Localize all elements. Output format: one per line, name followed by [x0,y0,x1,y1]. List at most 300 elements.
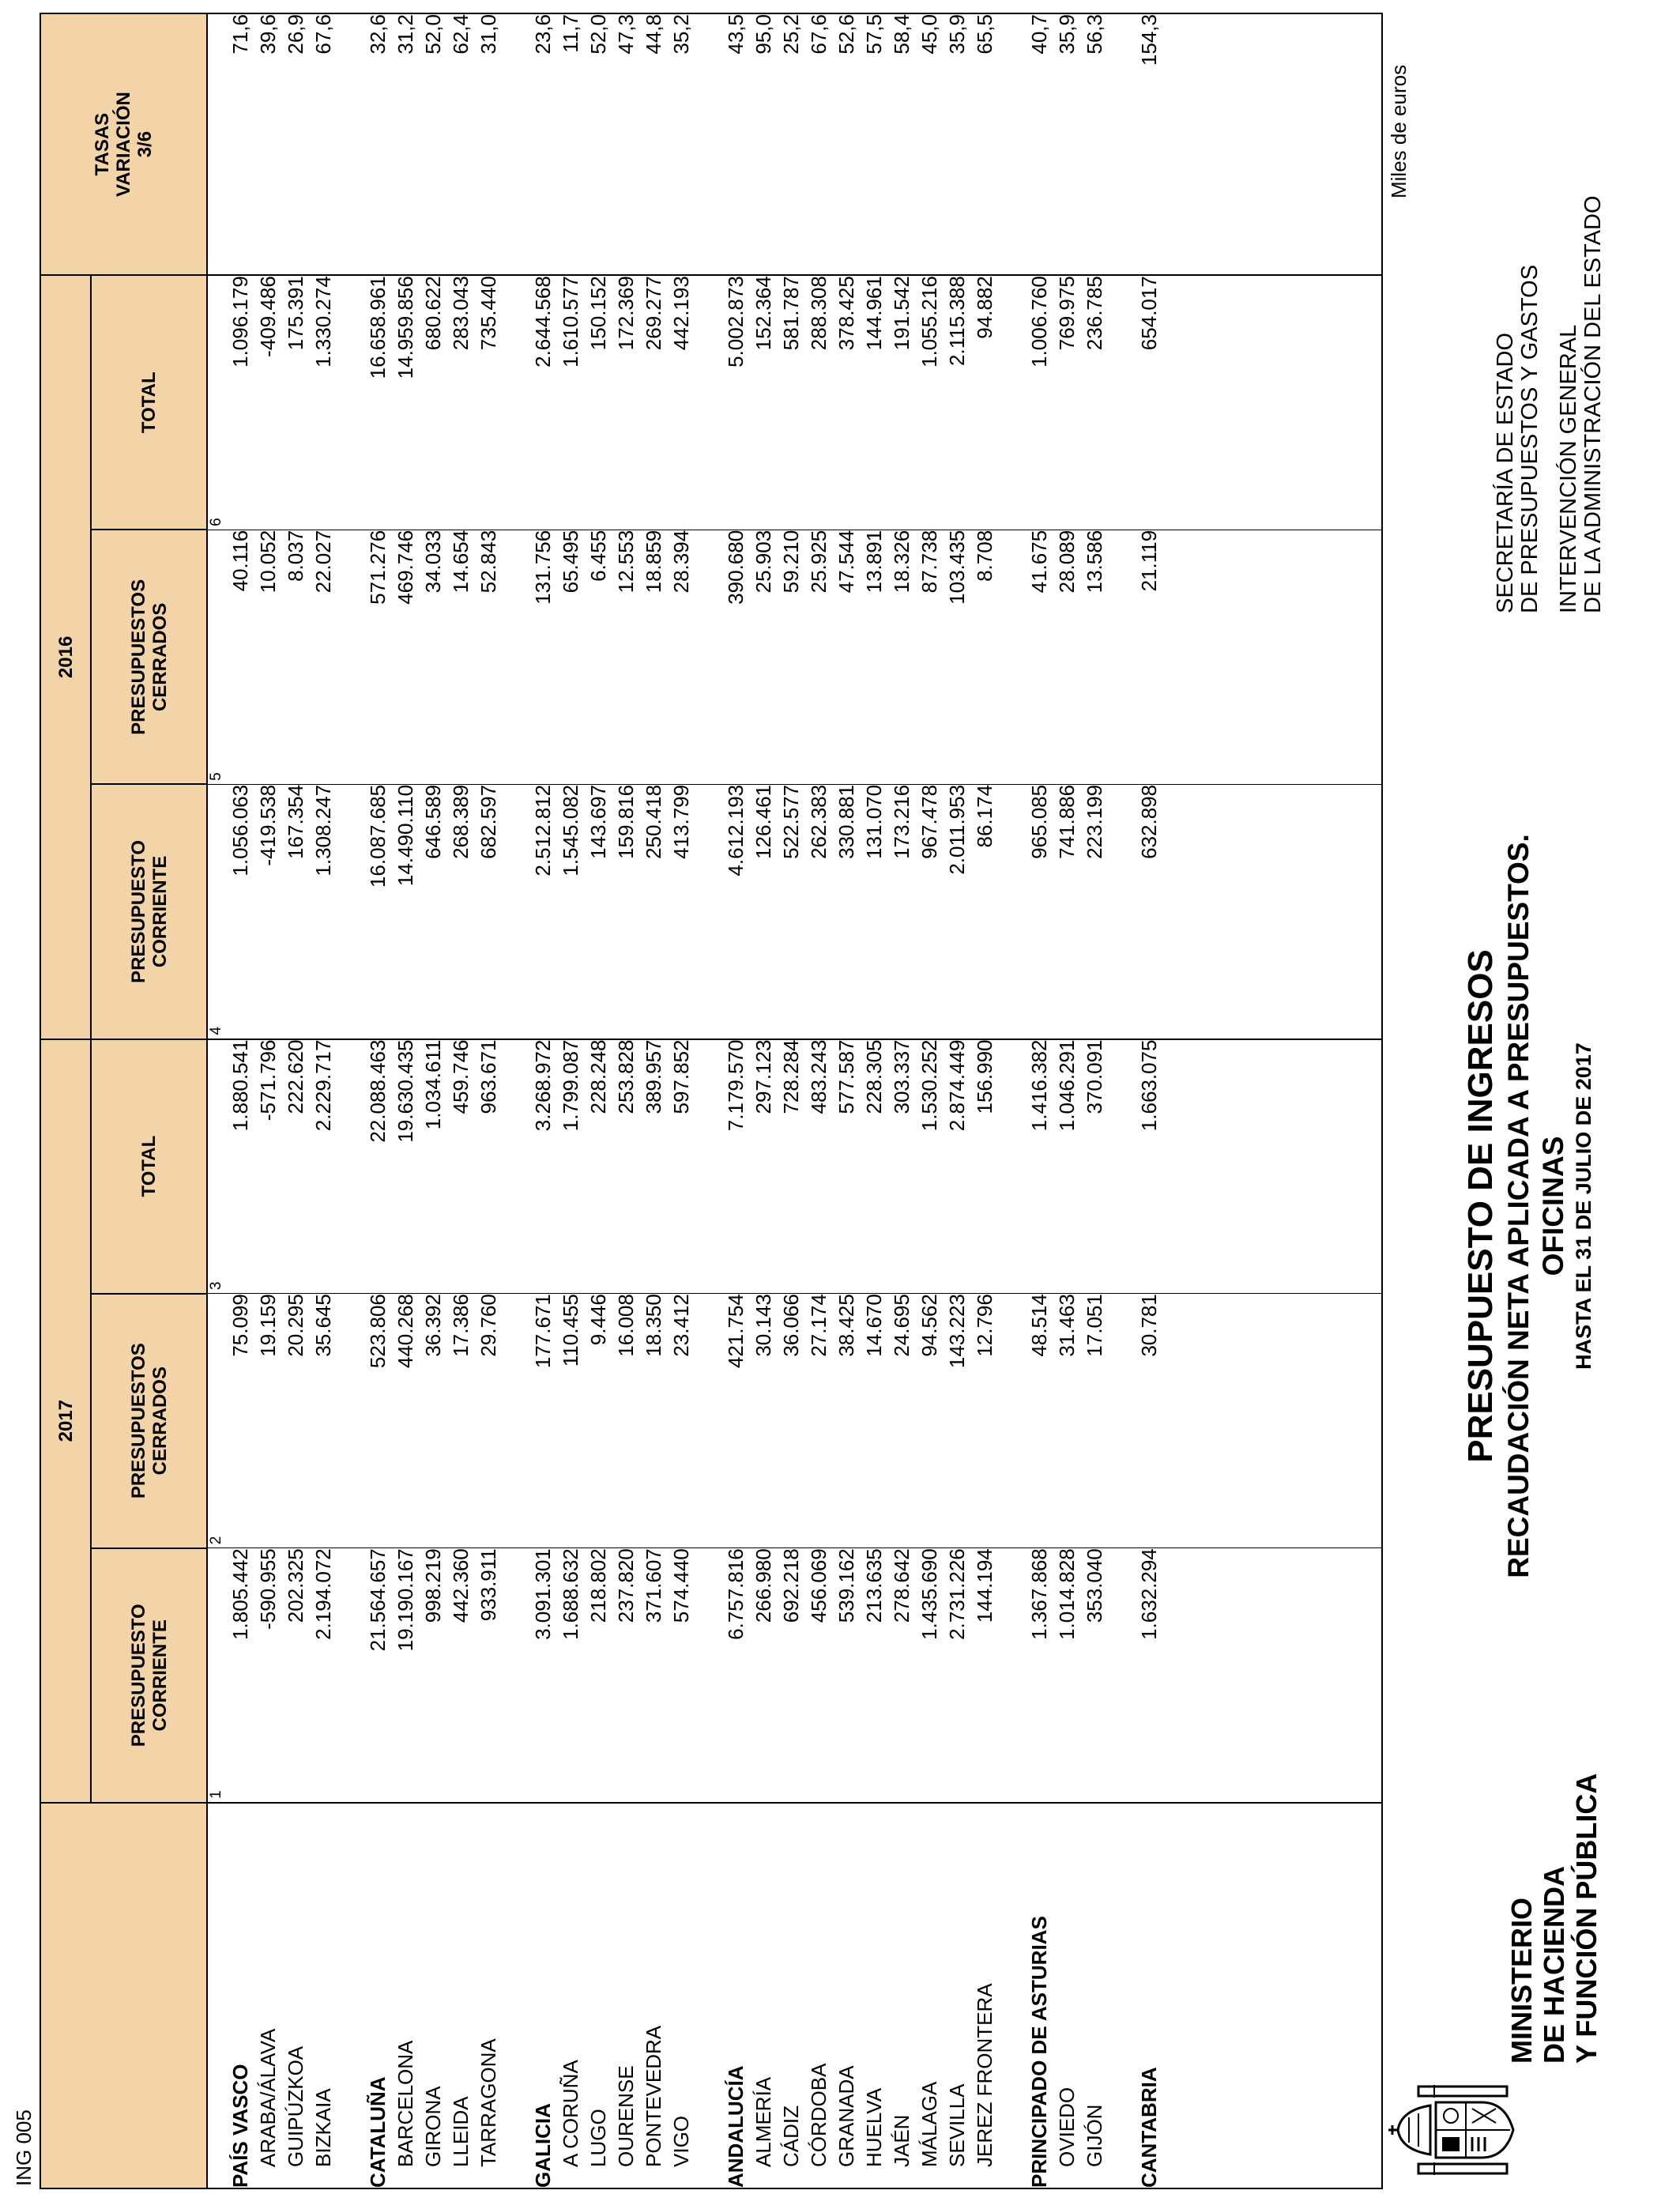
cell-cerrados-2016: 87.738 [916,530,944,784]
cell-cerrados-2016: 65.495 [557,530,585,784]
region-row [227,13,254,2188]
header-total-2016: TOTAL [91,275,207,530]
row-label: GUIPÚZKOA [282,1803,310,2188]
cell-cerrados-2016: 18.326 [888,530,916,784]
cell-cerrados-2017: 14.670 [861,1294,888,1548]
cell-total-2016: 269.277 [640,275,668,530]
cell-corriente-2017: 19.190.167 [392,1548,420,1803]
cell-cerrados-2016: 25.925 [805,530,833,784]
cell-tasa-variacion: 35,9 [944,13,971,275]
cell-corriente-2016: 646.589 [420,784,447,1039]
cell-corriente-2016: 632.898 [1136,784,1163,1039]
secretaria-line-4: DE LA ADMINISTRACIÓN DEL ESTADO [1580,195,1606,613]
cell-corriente-2016: 268.389 [447,784,475,1039]
cell-tasa-variacion: 67,6 [310,13,337,275]
row-label: MÁLAGA [916,1803,944,2188]
cell-tasa-variacion: 65,5 [971,13,999,275]
cell-tasa-variacion: 52,6 [833,13,861,275]
secretaria-line-2: DE PRESUPUESTOS Y GASTOS [1517,264,1543,613]
row-label: OURENSE [612,1803,640,2188]
cell-cerrados-2016: 21.119 [1136,530,1163,784]
cell-total-2016: 16.658.961 [364,275,392,530]
row-label: CATALUÑA [364,1803,392,2188]
row-label: GRANADA [833,1803,861,2188]
cell-tasa-variacion: 52,0 [585,13,612,275]
cell-cerrados-2016: 59.210 [778,530,805,784]
office-row [1081,13,1109,2188]
cell-total-2016: 191.542 [888,275,916,530]
row-label: LUGO [585,1803,612,2188]
cell-total-2016: 14.959.856 [392,275,420,530]
ministry-name [1505,1774,1603,2064]
cell-corriente-2017: 278.642 [888,1548,916,1803]
cell-corriente-2016: 967.478 [916,784,944,1039]
cell-corriente-2017: 144.194 [971,1548,999,1803]
region-row [722,13,750,2188]
cell-tasa-variacion: 23,6 [529,13,557,275]
header-year-2017: 2017 [40,1039,91,1803]
office-row [778,13,805,2188]
row-label: HUELVA [861,1803,888,2188]
cell-cerrados-2017: 48.514 [1026,1294,1053,1548]
cell-tasa-variacion: 25,2 [778,13,805,275]
cell-cerrados-2016: 10.052 [254,530,282,784]
title-line-2: RECAUDACIÓN NETA APLICADA A PRESUPUESTOS. OFICINAS [1502,834,1569,1578]
cell-corriente-2017: 456.069 [805,1548,833,1803]
cell-cerrados-2017: 24.695 [888,1294,916,1548]
office-row [392,13,420,2188]
cell-corriente-2017: 998.219 [420,1548,447,1803]
cell-tasa-variacion: 35,9 [1053,13,1081,275]
cell-total-2017: 370.091 [1081,1039,1109,1294]
secretaria-line-1: SECRETARÍA DE ESTADO [1493,332,1518,613]
cell-total-2016: 581.787 [778,275,805,530]
cell-total-2017: 7.179.570 [722,1039,750,1294]
cell-total-2017: 297.123 [750,1039,778,1294]
office-row [944,13,971,2188]
cell-total-2016: 378.425 [833,275,861,530]
row-label: CÓRDOBA [805,1803,833,2188]
cell-cerrados-2016: 13.891 [861,530,888,784]
cell-total-2017: 728.284 [778,1039,805,1294]
group-spacer [503,13,529,2188]
cell-corriente-2017: 574.440 [668,1548,695,1803]
column-number: 2 [207,1294,227,1548]
cell-total-2016: 236.785 [1081,275,1109,530]
cell-corriente-2016: 741.886 [1053,784,1081,1039]
ministry-line-1: MINISTERIO [1505,1897,1538,2064]
cell-corriente-2016: 159.816 [612,784,640,1039]
region-row [364,13,392,2188]
cell-corriente-2017: 442.360 [447,1548,475,1803]
cell-cerrados-2016: 8.037 [282,530,310,784]
row-label: PAÍS VASCO [227,1803,254,2188]
cell-total-2016: 283.043 [447,275,475,530]
row-label: ARABA/ÁLAVA [254,1803,282,2188]
cell-tasa-variacion: 11,7 [557,13,585,275]
cell-cerrados-2017: 19.159 [254,1294,282,1548]
cell-total-2017: 2.229.717 [310,1039,337,1294]
office-row [612,13,640,2188]
cell-corriente-2016: 965.085 [1026,784,1053,1039]
cell-cerrados-2017: 31.463 [1053,1294,1081,1548]
cell-total-2017: 303.337 [888,1039,916,1294]
office-row [447,13,475,2188]
cell-total-2016: 144.961 [861,275,888,530]
cell-total-2017: 1.046.291 [1053,1039,1081,1294]
header-total-2017: TOTAL [91,1039,207,1294]
cell-total-2016: 735.440 [475,275,503,530]
cell-total-2017: 597.852 [668,1039,695,1294]
cell-total-2016: 1.610.577 [557,275,585,530]
cell-cerrados-2017: 30.143 [750,1294,778,1548]
office-row [557,13,585,2188]
cell-cerrados-2016: 25.903 [750,530,778,784]
cell-cerrados-2016: 22.027 [310,530,337,784]
cell-corriente-2017: 1.014.828 [1053,1548,1081,1803]
cell-corriente-2016: 413.799 [668,784,695,1039]
row-label: PRINCIPADO DE ASTURIAS [1026,1803,1053,2188]
cell-corriente-2017: 1.632.294 [1136,1548,1163,1803]
cell-corriente-2016: 86.174 [971,784,999,1039]
cell-cerrados-2017: 75.099 [227,1294,254,1548]
units-label: Miles de euros [1387,64,1411,198]
cell-total-2016: 769.975 [1053,275,1081,530]
cell-cerrados-2017: 20.295 [282,1294,310,1548]
row-label: BIZKAIA [310,1803,337,2188]
cell-corriente-2017: 539.162 [833,1548,861,1803]
office-row [888,13,916,2188]
office-row [805,13,833,2188]
title-line-1: PRESUPUESTO DE INGRESOS [1461,949,1500,1463]
column-number: 3 [207,1039,227,1294]
cell-total-2016: 152.364 [750,275,778,530]
table-filler [1163,13,1382,2188]
cell-cerrados-2016: 6.455 [585,530,612,784]
cell-total-2017: 577.587 [833,1039,861,1294]
secretaria-line-3: INTERVENCIÓN GENERAL [1556,324,1581,613]
ministry-line-3: Y FUNCIÓN PÚBLICA [1570,1773,1603,2064]
region-row [529,13,557,2188]
office-row [861,13,888,2188]
cell-corriente-2016: 167.354 [282,784,310,1039]
group-spacer [999,13,1026,2188]
row-label: JEREZ FRONTERA [971,1803,999,2188]
cell-total-2016: 1.006.760 [1026,275,1053,530]
header-corriente-2016: PRESUPUESTO CORRIENTE [91,784,207,1039]
cell-tasa-variacion: 39,6 [254,13,282,275]
cell-corriente-2017: 218.802 [585,1548,612,1803]
cell-cerrados-2016: 18.859 [640,530,668,784]
cell-cerrados-2017: 177.671 [529,1294,557,1548]
cell-total-2016: 442.193 [668,275,695,530]
header-year-2016: 2016 [40,275,91,1039]
cell-cerrados-2017: 27.174 [805,1294,833,1548]
cell-corriente-2017: 202.325 [282,1548,310,1803]
cell-cerrados-2017: 35.645 [310,1294,337,1548]
cell-corriente-2017: 2.194.072 [310,1548,337,1803]
cell-tasa-variacion: 62,4 [447,13,475,275]
cell-cerrados-2016: 47.544 [833,530,861,784]
cell-cerrados-2017: 17.051 [1081,1294,1109,1548]
cell-corriente-2017: 371.607 [640,1548,668,1803]
header-cerrados-2017: PRESUPUESTOS CERRADOS [91,1294,207,1548]
cell-cerrados-2017: 94.562 [916,1294,944,1548]
cell-cerrados-2017: 36.392 [420,1294,447,1548]
cell-cerrados-2016: 571.276 [364,530,392,784]
cell-total-2017: -571.796 [254,1039,282,1294]
cell-cerrados-2017: 38.425 [833,1294,861,1548]
cell-total-2017: 253.828 [612,1039,640,1294]
cell-corriente-2017: 353.040 [1081,1548,1109,1803]
header-corriente-2017: PRESUPUESTO CORRIENTE [91,1548,207,1803]
cell-tasa-variacion: 43,5 [722,13,750,275]
row-label: GIJÓN [1081,1803,1109,2188]
cell-corriente-2017: 21.564.657 [364,1548,392,1803]
cell-corriente-2017: 1.805.442 [227,1548,254,1803]
cell-total-2016: 680.622 [420,275,447,530]
cell-total-2016: 150.152 [585,275,612,530]
cell-total-2017: 228.305 [861,1039,888,1294]
cell-corriente-2016: 330.881 [833,784,861,1039]
row-label: JAÉN [888,1803,916,2188]
row-label: ANDALUCÍA [722,1803,750,2188]
row-label: OVIEDO [1053,1803,1081,2188]
cell-tasa-variacion: 31,2 [392,13,420,275]
cell-corriente-2017: 3.091.301 [529,1548,557,1803]
header-tasas: TASAS VARIACIÓN 3/6 [40,13,207,275]
cell-corriente-2016: 131.070 [861,784,888,1039]
cell-tasa-variacion: 67,6 [805,13,833,275]
cell-cerrados-2016: 12.553 [612,530,640,784]
cell-corriente-2016: 1.545.082 [557,784,585,1039]
cell-cerrados-2017: 421.754 [722,1294,750,1548]
cell-total-2017: 1.663.075 [1136,1039,1163,1294]
cell-tasa-variacion: 56,3 [1081,13,1109,275]
cell-total-2017: 22.088.463 [364,1039,392,1294]
cell-total-2016: 1.055.216 [916,275,944,530]
header-cerrados-2016: PRESUPUESTOS CERRADOS [91,530,207,784]
office-row [475,13,503,2188]
cell-corriente-2017: 1.688.632 [557,1548,585,1803]
cell-tasa-variacion: 31,0 [475,13,503,275]
cell-corriente-2017: 1.435.690 [916,1548,944,1803]
header-blank-cell [40,1803,207,2188]
cell-corriente-2016: 143.697 [585,784,612,1039]
cell-corriente-2017: 266.980 [750,1548,778,1803]
row-label: A CORUÑA [557,1803,585,2188]
row-label: BARCELONA [392,1803,420,2188]
cell-corriente-2016: 4.612.193 [722,784,750,1039]
cell-tasa-variacion: 32,6 [364,13,392,275]
cell-total-2016: 288.308 [805,275,833,530]
cell-total-2017: 2.874.449 [944,1039,971,1294]
cell-cerrados-2017: 110.455 [557,1294,585,1548]
cell-total-2017: 1.880.541 [227,1039,254,1294]
cell-cerrados-2016: 131.756 [529,530,557,784]
cell-cerrados-2017: 16.008 [612,1294,640,1548]
cell-corriente-2016: 2.512.812 [529,784,557,1039]
title-line-3: HASTA EL 31 DE JULIO DE 2017 [1572,1042,1595,1370]
cell-cerrados-2017: 523.806 [364,1294,392,1548]
office-row [916,13,944,2188]
office-row [750,13,778,2188]
cell-total-2017: 3.268.972 [529,1039,557,1294]
row-label: ALMERÍA [750,1803,778,2188]
group-spacer [337,13,364,2188]
cell-cerrados-2017: 143.223 [944,1294,971,1548]
column-number: 1 [207,1548,227,1803]
cell-cerrados-2016: 390.680 [722,530,750,784]
cell-total-2016: 1.330.274 [310,275,337,530]
row-label: PONTEVEDRA [640,1803,668,2188]
cell-tasa-variacion: 26,9 [282,13,310,275]
cell-cerrados-2017: 17.386 [447,1294,475,1548]
cell-tasa-variacion: 47,3 [612,13,640,275]
cell-corriente-2016: 1.056.063 [227,784,254,1039]
office-row [1053,13,1081,2188]
cell-corriente-2017: 213.635 [861,1548,888,1803]
document-code: ING 005 [12,2109,36,2186]
cell-cerrados-2017: 36.066 [778,1294,805,1548]
cell-tasa-variacion: 52,0 [420,13,447,275]
column-number: 4 [207,784,227,1039]
cell-corriente-2017: 2.731.226 [944,1548,971,1803]
table-body [207,13,1382,2188]
cell-corriente-2016: 173.216 [888,784,916,1039]
cell-corriente-2016: 16.087.685 [364,784,392,1039]
cell-total-2016: -409.486 [254,275,282,530]
office-row [282,13,310,2188]
cell-corriente-2016: 1.308.247 [310,784,337,1039]
cell-cerrados-2016: 8.708 [971,530,999,784]
cell-tasa-variacion: 95,0 [750,13,778,275]
cell-corriente-2017: 933.911 [475,1548,503,1803]
cell-total-2017: 1.034.611 [420,1039,447,1294]
cell-total-2017: 1.799.087 [557,1039,585,1294]
cell-cerrados-2017: 30.781 [1136,1294,1163,1548]
cell-cerrados-2017: 29.760 [475,1294,503,1548]
cell-cerrados-2017: 18.350 [640,1294,668,1548]
cell-total-2017: 222.620 [282,1039,310,1294]
cell-tasa-variacion: 44,8 [640,13,668,275]
cell-cerrados-2017: 440.268 [392,1294,420,1548]
cell-corriente-2017: 1.367.868 [1026,1548,1053,1803]
cell-total-2017: 459.746 [447,1039,475,1294]
cell-total-2016: 172.369 [612,275,640,530]
cell-total-2016: 94.882 [971,275,999,530]
cell-cerrados-2017: 9.446 [585,1294,612,1548]
cell-tasa-variacion: 58,4 [888,13,916,275]
cell-cerrados-2016: 34.033 [420,530,447,784]
cell-tasa-variacion: 45,0 [916,13,944,275]
cell-total-2017: 483.243 [805,1039,833,1294]
column-number: 6 [207,275,227,530]
office-row [310,13,337,2188]
cell-cerrados-2016: 103.435 [944,530,971,784]
cell-cerrados-2016: 52.843 [475,530,503,784]
cell-cerrados-2016: 13.586 [1081,530,1109,784]
cell-total-2017: 1.530.252 [916,1039,944,1294]
row-label: SEVILLA [944,1803,971,2188]
cell-total-2017: 1.416.382 [1026,1039,1053,1294]
row-label: GIRONA [420,1803,447,2188]
cell-total-2016: 2.115.388 [944,275,971,530]
office-row [585,13,612,2188]
region-row [1026,13,1053,2188]
cell-cerrados-2016: 28.394 [668,530,695,784]
cell-cerrados-2016: 40.116 [227,530,254,784]
region-row [1136,13,1163,2188]
coat-of-arms-icon [1387,2082,1520,2178]
office-row [971,13,999,2188]
group-spacer [695,13,722,2188]
row-label: CÁDIZ [778,1803,805,2188]
cell-corriente-2017: 6.757.816 [722,1548,750,1803]
office-row [833,13,861,2188]
row-label: TARRAGONA [475,1803,503,2188]
cell-corriente-2017: 692.218 [778,1548,805,1803]
cell-total-2016: 654.017 [1136,275,1163,530]
cell-cerrados-2016: 28.089 [1053,530,1081,784]
cell-total-2017: 963.671 [475,1039,503,1294]
column-number: 5 [207,530,227,784]
cell-total-2017: 389.957 [640,1039,668,1294]
revenue-table [40,13,1383,2189]
cell-total-2016: 1.096.179 [227,275,254,530]
cell-total-2016: 5.002.873 [722,275,750,530]
row-label: VIGO [668,1803,695,2188]
cell-corriente-2016: 262.383 [805,784,833,1039]
group-spacer [1109,13,1136,2188]
cell-total-2016: 175.391 [282,275,310,530]
cell-total-2016: 2.644.568 [529,275,557,530]
cell-corriente-2017: 237.820 [612,1548,640,1803]
office-row [640,13,668,2188]
cell-tasa-variacion: 71,6 [227,13,254,275]
office-row [254,13,282,2188]
column-number-row [207,13,227,2188]
cell-total-2017: 156.990 [971,1039,999,1294]
cell-total-2017: 228.248 [585,1039,612,1294]
cell-total-2017: 19.630.435 [392,1039,420,1294]
cell-corriente-2017: -590.955 [254,1548,282,1803]
secretaria-block [1494,195,1606,613]
cell-tasa-variacion: 154,3 [1136,13,1163,275]
row-label: GALICIA [529,1803,557,2188]
cell-tasa-variacion: 35,2 [668,13,695,275]
cell-corriente-2016: 250.418 [640,784,668,1039]
cell-corriente-2016: 2.011.953 [944,784,971,1039]
row-label: LLEIDA [447,1803,475,2188]
cell-cerrados-2016: 469.746 [392,530,420,784]
cell-cerrados-2016: 14.654 [447,530,475,784]
report-title [1460,771,1596,1641]
office-row [668,13,695,2188]
cell-tasa-variacion: 57,5 [861,13,888,275]
cell-tasa-variacion: 40,7 [1026,13,1053,275]
cell-cerrados-2017: 12.796 [971,1294,999,1548]
cell-corriente-2016: -419.538 [254,784,282,1039]
table-header [40,13,207,2188]
cell-corriente-2016: 223.199 [1081,784,1109,1039]
row-label: CANTABRIA [1136,1803,1163,2188]
cell-corriente-2016: 14.490.110 [392,784,420,1039]
cell-cerrados-2017: 23.412 [668,1294,695,1548]
cell-corriente-2016: 682.597 [475,784,503,1039]
cell-corriente-2016: 126.461 [750,784,778,1039]
cell-corriente-2016: 522.577 [778,784,805,1039]
